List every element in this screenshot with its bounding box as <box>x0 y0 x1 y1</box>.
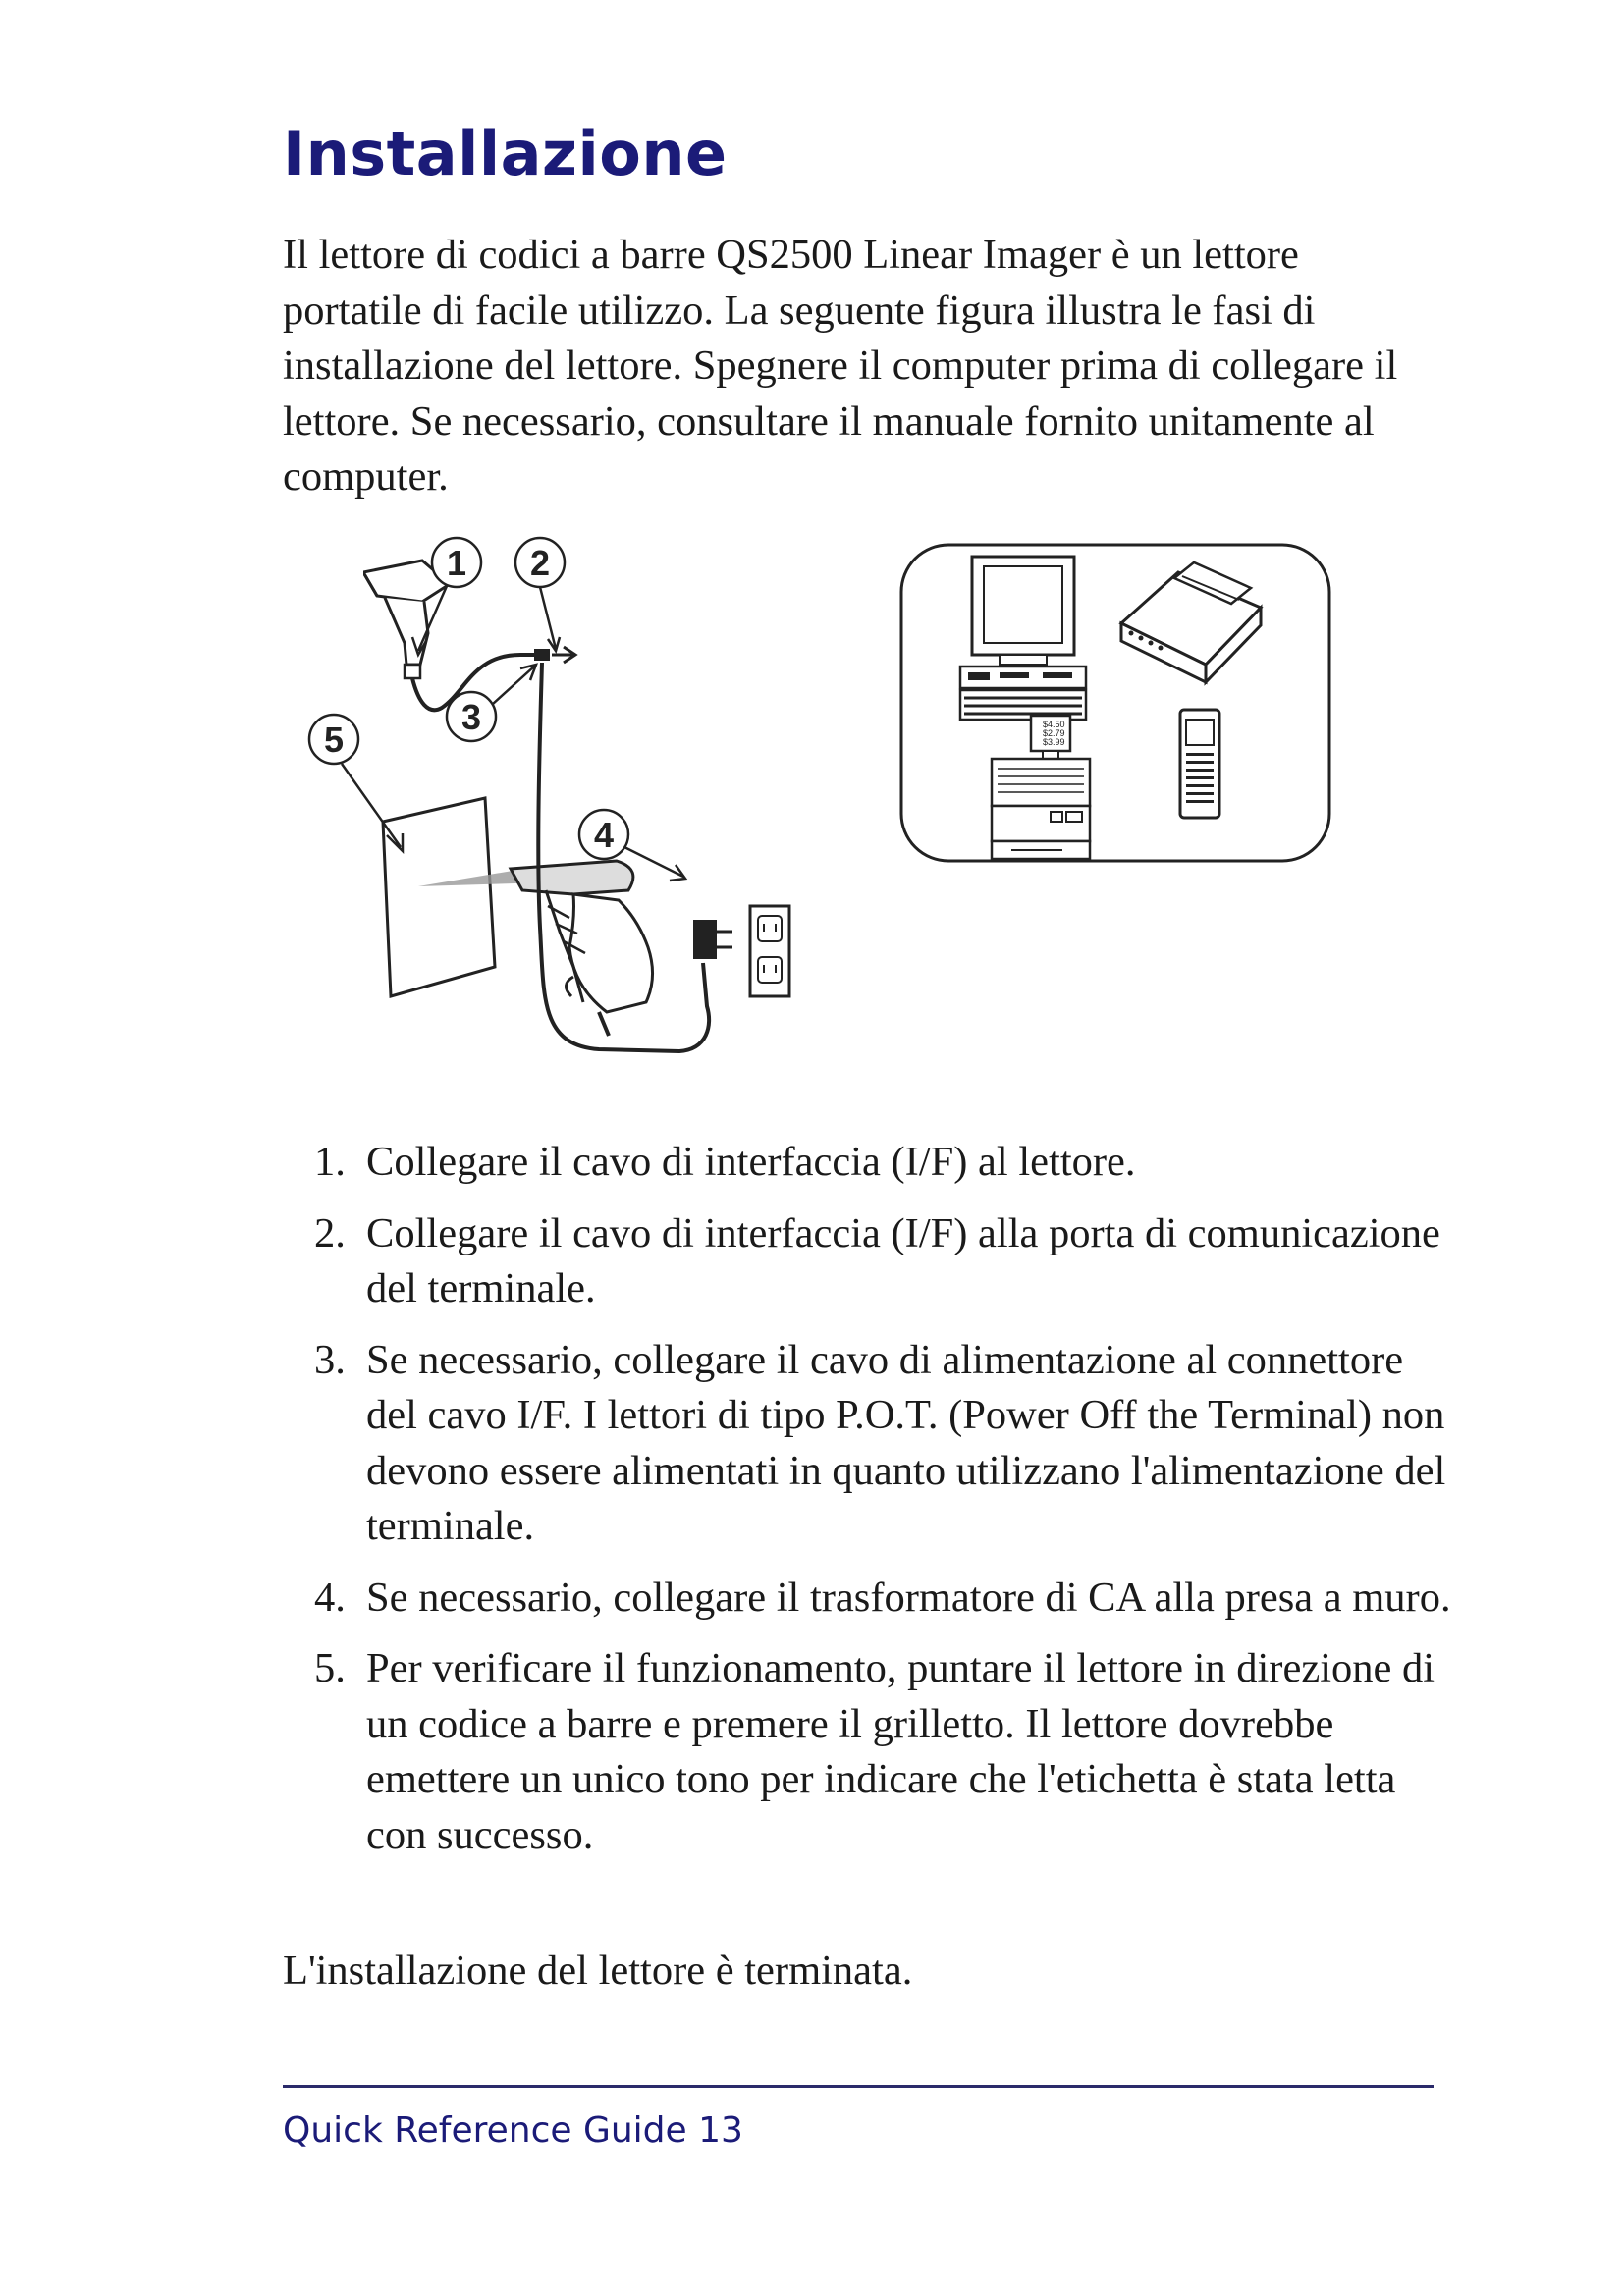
step-text: Se necessario, collegare il cavo di alimentazione al connettore del cavo I/F. I lettori di tipo P.O.T. (Power Off the Terminal) non devono essere alimentati in quanto utilizzano l'alimentazione del terminale. <box>366 1336 1446 1549</box>
step-text: Per verificare il funzionamento, puntare il lettore in direzione di un codice a barre e premere il grilletto. Il lettore dovrebbe emettere un unico tono per indicare che l'etichetta è stata letta con successo. <box>366 1645 1435 1858</box>
step-number: 1. <box>314 1139 346 1185</box>
svg-text:4: 4 <box>593 815 615 855</box>
svg-text:3: 3 <box>460 697 482 737</box>
step-number: 2. <box>314 1209 346 1256</box>
step-number: 3. <box>314 1336 346 1383</box>
callout-5-overlay <box>295 535 491 879</box>
register-price-3: $3.99 <box>1043 737 1065 747</box>
list-item <box>283 1135 1461 1191</box>
interface-connector <box>534 649 550 661</box>
intro-paragraph: Il lettore di codici a barre QS2500 Linear Imager è un lettore portatile di facile utilizzo. La seguente figura illustra le fasi di installazione del lettore. Spegnere il computer prima di collegare il lettore. Se necessario, consultare il manuale fornito unitamente al computer. <box>283 232 1398 500</box>
callout-5-label: 5 <box>323 720 345 760</box>
list-item <box>283 1206 1461 1317</box>
handheld-terminal-icon <box>1180 710 1219 818</box>
page-title: Installazione <box>283 118 728 189</box>
step-text: Collegare il cavo di interfaccia (I/F) al lettore. <box>366 1139 1136 1185</box>
ac-adapter-icon <box>693 920 732 959</box>
step-number: 4. <box>314 1574 346 1621</box>
svg-text:2: 2 <box>529 543 551 583</box>
step-text: Collegare il cavo di interfaccia (I/F) alla porta di comunicazione del terminale. <box>366 1209 1440 1311</box>
installation-figure <box>363 535 1345 1085</box>
hand-scanner-icon <box>511 861 653 1036</box>
list-item <box>283 1641 1461 1863</box>
footer-divider <box>283 2085 1434 2088</box>
svg-text:1: 1 <box>446 543 467 583</box>
desktop-computer-icon <box>960 557 1086 720</box>
callout-2 <box>515 538 565 651</box>
closing-paragraph: L'installazione del lettore è terminata. <box>283 1948 913 1994</box>
wall-outlet-icon <box>750 906 789 996</box>
list-item <box>283 1333 1461 1555</box>
register-price-2: $2.79 <box>1043 728 1065 738</box>
installation-steps <box>283 1135 1461 1879</box>
list-item <box>283 1571 1461 1627</box>
page-footer: Quick Reference Guide 13 <box>283 2110 743 2151</box>
step-number: 5. <box>314 1645 346 1691</box>
register-price-1: $4.50 <box>1043 720 1065 729</box>
step-text: Se necessario, collegare il trasformatore di CA alla presa a muro. <box>366 1574 1451 1621</box>
